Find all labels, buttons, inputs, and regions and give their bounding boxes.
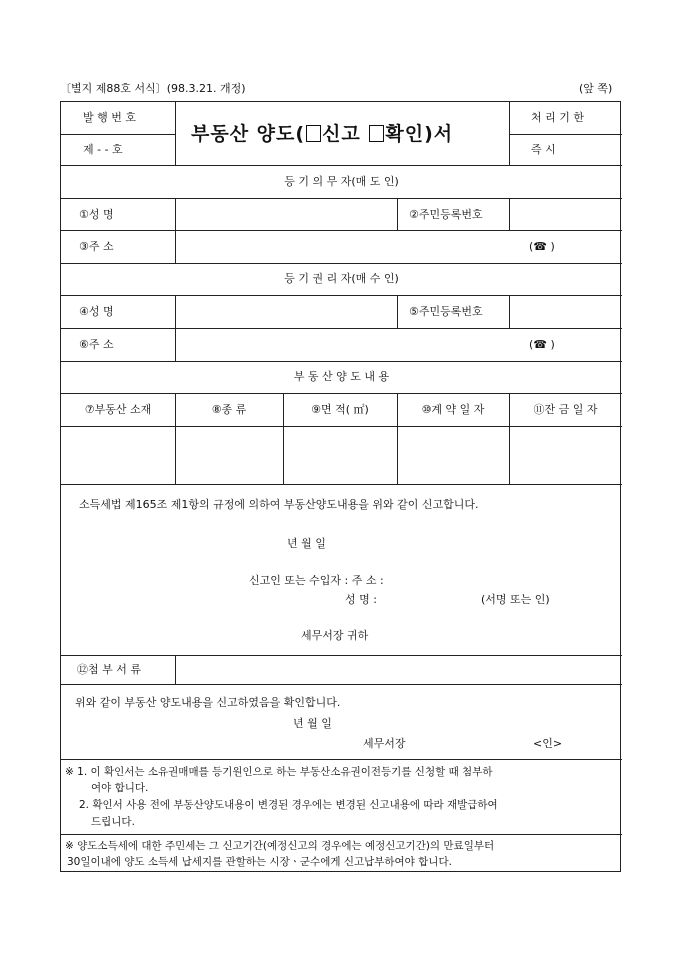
buyer-address-label: ⑥주 소: [79, 338, 114, 351]
column-type: ⑧종 류: [211, 403, 247, 416]
confirmation-text: 위와 같이 부동산 양도내용을 신고하였음을 확인합니다.: [75, 696, 341, 709]
buyer-section-title: 등 기 권 리 자(매 수 인): [284, 272, 399, 285]
note-3-line-2: 30일이내에 양도 소득세 납세지를 관할하는 시장ㆍ군수에게 신고납부하여야 합니다.: [67, 856, 452, 868]
declaration-date: 년 월 일: [287, 537, 326, 550]
declaration-text: 소득세법 제165조 제1항의 규정에 의하여 부동산양도내용을 위와 같이 신고합니다.: [79, 498, 479, 511]
form-reference: 〔별지 제88호 서식〕(98.3.21. 개정): [60, 82, 246, 95]
page-side: (앞 쪽): [579, 82, 613, 95]
attachments-label: ⑫첨 부 서 류: [77, 663, 141, 676]
note-1-line-1: ※ 1. 이 확인서는 소유권매매를 등기원인으로 하는 부동산소유권이전등기를 신청할 때 첨부하: [65, 766, 493, 778]
buyer-phone: (☎ ): [529, 338, 555, 351]
note-1-line-2: 여야 합니다.: [91, 782, 149, 794]
column-area: ⑨면 적( ㎡): [311, 403, 369, 416]
note-2-line-2: 드립니다.: [91, 816, 135, 828]
transfer-report-form: [60, 101, 621, 872]
note-2-line-1: 2. 확인서 사용 전에 부동산양도내용이 변경된 경우에는 변경된 신고내용에 따라 재발급하여: [79, 799, 498, 811]
declaration-recipient: 세무서장 귀하: [301, 629, 369, 642]
column-balance-date: ⑪잔 금 일 자: [533, 403, 598, 416]
seller-phone: (☎ ): [529, 240, 555, 253]
deadline-label: 처 리 기 한: [531, 111, 584, 124]
seller-address-label: ③주 소: [79, 240, 114, 253]
reporter-address-label: 신고인 또는 수입자 : 주 소 :: [249, 574, 384, 587]
seller-section-title: 등 기 의 무 자(매 도 인): [284, 175, 399, 188]
title-prefix: 부동산 양도(: [191, 123, 306, 145]
deadline-value: 즉 시: [531, 143, 556, 156]
transfer-section-title: 부 동 산 양 도 내 용: [293, 370, 390, 383]
column-location: ⑦부동산 소재: [84, 403, 152, 416]
buyer-id-label: ⑤주민등록번호: [409, 305, 483, 318]
confirm-checkbox[interactable]: [369, 125, 384, 142]
reporter-name-label: 성 명 :: [345, 593, 377, 606]
column-contract-date: ⑩계 약 일 자: [421, 403, 485, 416]
form-title: [191, 122, 453, 146]
seller-name-label: ①성 명: [79, 208, 114, 221]
seller-id-label: ②주민등록번호: [409, 208, 483, 221]
tax-office-label: 세무서장: [363, 737, 406, 750]
title-confirm: 확인)서: [385, 123, 454, 145]
seal-mark: <인>: [533, 737, 563, 750]
note-3-line-1: ※ 양도소득세에 대한 주민세는 그 신고기간(예정신고의 경우에는 예정신고기간)의 만료일부터: [65, 840, 495, 852]
issue-number-label: 발 행 번 호: [83, 111, 136, 124]
issue-number-value: 제 - - 호: [83, 143, 123, 156]
report-checkbox[interactable]: [306, 125, 321, 142]
buyer-name-label: ④성 명: [79, 305, 114, 318]
title-report: 신고: [322, 123, 369, 145]
confirmation-date: 년 월 일: [293, 717, 332, 730]
signature-note: (서명 또는 인): [481, 593, 550, 606]
